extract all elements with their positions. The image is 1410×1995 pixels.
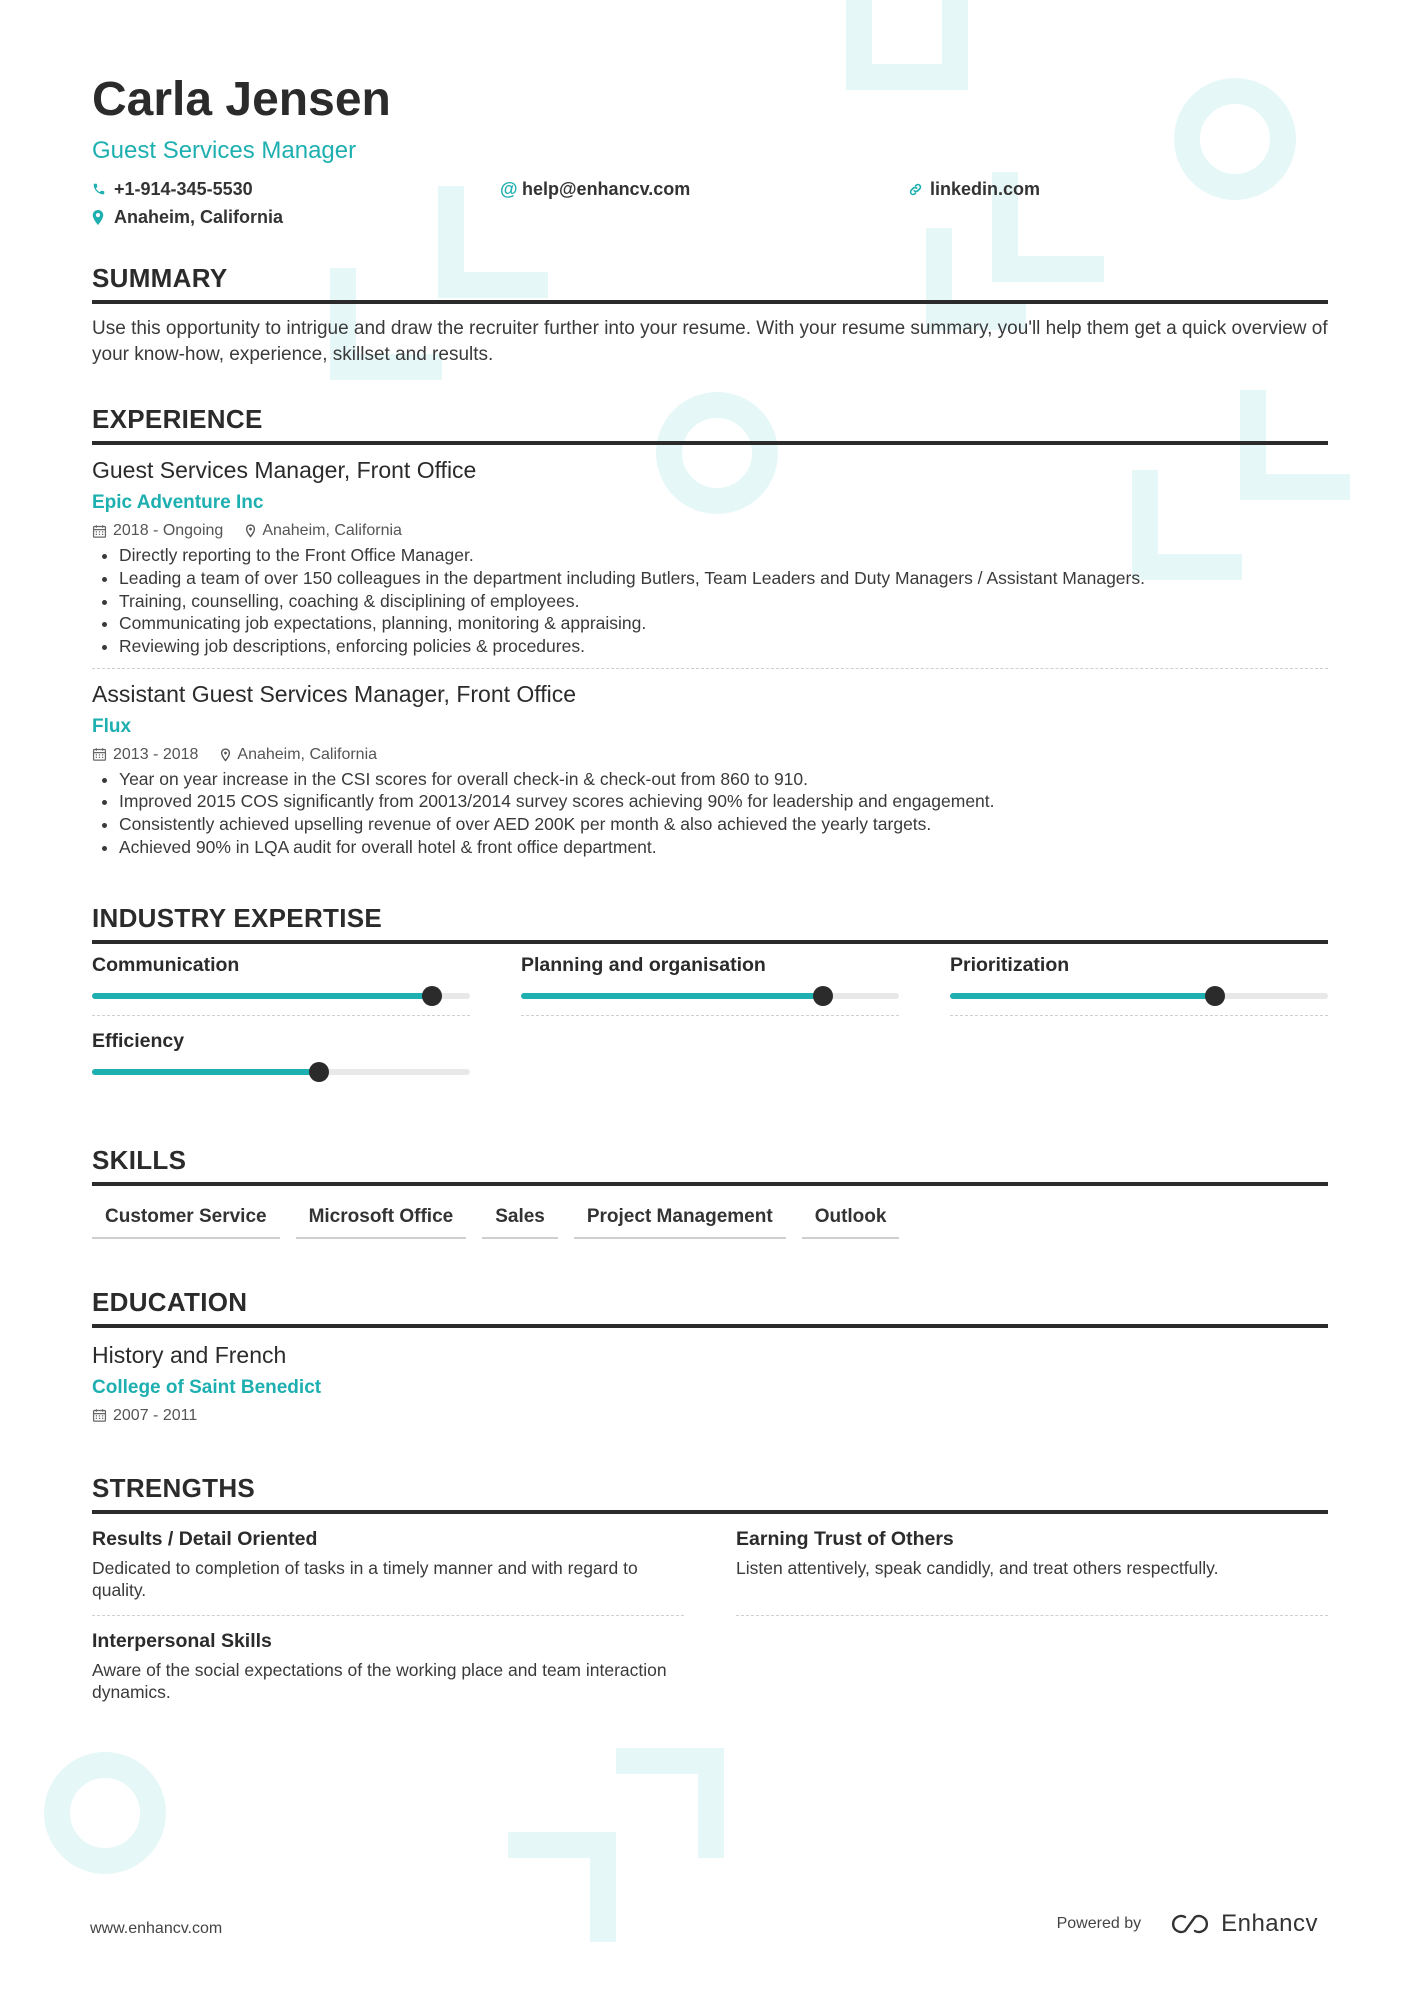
decor-shape bbox=[508, 1832, 616, 1942]
section-heading: STRENGTHS bbox=[92, 1473, 1328, 1514]
linkedin-link[interactable]: linkedin.com bbox=[930, 178, 1041, 199]
company-name: Epic Adventure Inc bbox=[92, 492, 264, 514]
bar-knob bbox=[1205, 986, 1225, 1006]
strength-item bbox=[92, 1630, 684, 1717]
location-pin-icon bbox=[245, 524, 256, 538]
section-heading: SKILLS bbox=[92, 1145, 1328, 1186]
bar-fill bbox=[92, 993, 432, 999]
enhancv-logo-icon bbox=[1167, 1913, 1213, 1935]
footer-branding bbox=[1057, 1910, 1318, 1938]
job-meta bbox=[92, 522, 1328, 540]
section-heading: SUMMARY bbox=[92, 263, 1328, 304]
contact-phone bbox=[92, 175, 500, 203]
footer-website[interactable]: www.enhancv.com bbox=[90, 1920, 223, 1937]
bar-fill bbox=[950, 993, 1215, 999]
skill-tag: Project Management bbox=[574, 1200, 786, 1239]
experience-section bbox=[92, 404, 1328, 868]
skill-tag: Sales bbox=[482, 1200, 558, 1239]
expertise-bar bbox=[92, 991, 470, 1001]
education-meta bbox=[92, 1407, 1328, 1425]
bar-fill bbox=[92, 1069, 319, 1075]
candidate-title: Guest Services Manager bbox=[92, 137, 357, 165]
strength-item bbox=[736, 1528, 1328, 1616]
expertise-item bbox=[521, 954, 899, 1016]
strengths-section bbox=[92, 1473, 1328, 1731]
education-dates: 2007 - 2011 bbox=[113, 1406, 198, 1424]
job-dates: 2018 - Ongoing bbox=[113, 522, 224, 540]
job-location: Anaheim, California bbox=[262, 522, 402, 540]
school-name: College of Saint Benedict bbox=[92, 1376, 322, 1398]
experience-entry bbox=[92, 445, 1328, 668]
bullet-item: • Year on year increase in the CSI scores for overall check-in & check-out from 860 to 910. bbox=[119, 768, 1328, 791]
expertise-bar bbox=[950, 991, 1328, 1001]
strength-title: Interpersonal Skills bbox=[92, 1629, 272, 1652]
expertise-bar bbox=[521, 991, 899, 1001]
decor-shape bbox=[616, 1748, 724, 1858]
header bbox=[92, 72, 1328, 231]
job-title: Guest Services Manager, Front Office bbox=[92, 457, 477, 484]
phone-icon bbox=[92, 182, 114, 196]
expertise-grid bbox=[92, 954, 1328, 1105]
expertise-label: Prioritization bbox=[950, 953, 1070, 976]
job-location: Anaheim, California bbox=[237, 745, 378, 763]
expertise-item bbox=[92, 954, 470, 1016]
summary-text: Use this opportunity to intrigue and draw the recruiter further into your resume. With your resume summary, you'll help them get a quick overview of your know-how, experience, skillset and results. bbox=[92, 318, 1328, 366]
job-bullets bbox=[92, 768, 1328, 859]
bullet-item: • Communicating job expectations, planning, monitoring & appraising. bbox=[119, 612, 1328, 635]
candidate-name: Carla Jensen bbox=[92, 73, 391, 126]
expertise-label: Communication bbox=[92, 953, 240, 976]
skill-tag: Customer Service bbox=[92, 1200, 280, 1239]
bullet-item: • Leading a team of over 150 colleagues in the department including Butlers, Team Leaders and Duty Managers / Assistant Managers. bbox=[119, 567, 1328, 590]
expertise-label: Planning and organisation bbox=[521, 953, 766, 976]
contact-email bbox=[500, 175, 908, 203]
calendar-icon bbox=[92, 1408, 107, 1423]
contact-location bbox=[92, 203, 500, 231]
skills-list bbox=[92, 1200, 1328, 1239]
powered-by-label: Powered by bbox=[1056, 1915, 1142, 1932]
calendar-icon bbox=[92, 524, 107, 539]
bar-knob bbox=[422, 986, 442, 1006]
at-icon: @ bbox=[500, 178, 518, 199]
expertise-item bbox=[92, 1030, 470, 1091]
education-section bbox=[92, 1287, 1328, 1425]
contact-list bbox=[92, 175, 1328, 231]
strength-title: Results / Detail Oriented bbox=[92, 1527, 318, 1550]
experience-entry bbox=[92, 668, 1328, 869]
bullet-item: • Training, counselling, coaching & disciplining of employees. bbox=[119, 590, 1328, 613]
strength-title: Earning Trust of Others bbox=[736, 1527, 954, 1550]
strength-description: Dedicated to completion of tasks in a timely manner and with regard to quality. bbox=[92, 1557, 638, 1600]
bar-knob bbox=[309, 1062, 329, 1082]
section-heading: EDUCATION bbox=[92, 1287, 1328, 1328]
degree: History and French bbox=[92, 1341, 287, 1368]
calendar-icon bbox=[92, 747, 107, 762]
skill-tag: Microsoft Office bbox=[296, 1200, 467, 1239]
summary-section bbox=[92, 263, 1328, 368]
phone-text[interactable]: +1-914-345-5530 bbox=[114, 178, 253, 199]
job-title: Assistant Guest Services Manager, Front Office bbox=[92, 680, 577, 707]
strength-item bbox=[92, 1528, 684, 1616]
resume-page bbox=[92, 72, 1328, 1731]
contact-linkedin bbox=[908, 175, 1316, 203]
skills-section bbox=[92, 1145, 1328, 1239]
bullet-item: • Achieved 90% in LQA audit for overall hotel & front office department. bbox=[119, 836, 1328, 859]
expertise-item bbox=[950, 954, 1328, 1016]
expertise-bar bbox=[92, 1067, 470, 1077]
strength-description: Listen attentively, speak candidly, and treat others respectfully. bbox=[736, 1557, 1219, 1578]
section-heading: EXPERIENCE bbox=[92, 404, 1328, 445]
strength-description: Aware of the social expectations of the working place and team interaction dynamics. bbox=[92, 1659, 667, 1702]
brand-name[interactable]: Enhancv bbox=[1221, 1910, 1318, 1937]
company-name: Flux bbox=[92, 715, 132, 737]
job-bullets bbox=[92, 544, 1328, 658]
expertise-label: Efficiency bbox=[92, 1029, 185, 1052]
section-heading: INDUSTRY EXPERTISE bbox=[92, 903, 1328, 944]
bar-knob bbox=[813, 986, 833, 1006]
bullet-item: • Consistently achieved upselling revenue of over AED 200K per month & also achieved the yearly targets. bbox=[119, 813, 1328, 836]
location-text: Anaheim, California bbox=[114, 206, 284, 227]
location-pin-icon bbox=[92, 210, 114, 225]
job-meta bbox=[92, 746, 1328, 764]
email-link[interactable]: help@enhancv.com bbox=[522, 178, 691, 199]
bullet-item: • Reviewing job descriptions, enforcing policies & procedures. bbox=[119, 635, 1328, 658]
strengths-grid bbox=[92, 1528, 1328, 1731]
bullet-item: • Improved 2015 COS significantly from 20013/2014 survey scores achieving 90% for leadership and engagement. bbox=[119, 790, 1328, 813]
bar-fill bbox=[521, 993, 823, 999]
link-icon bbox=[908, 182, 930, 197]
job-dates: 2013 - 2018 bbox=[113, 745, 199, 763]
skill-tag: Outlook bbox=[802, 1200, 900, 1239]
bullet-item: • Directly reporting to the Front Office Manager. bbox=[119, 544, 1328, 567]
location-pin-icon bbox=[220, 748, 231, 762]
expertise-section bbox=[92, 903, 1328, 1105]
decor-ring bbox=[44, 1752, 166, 1874]
